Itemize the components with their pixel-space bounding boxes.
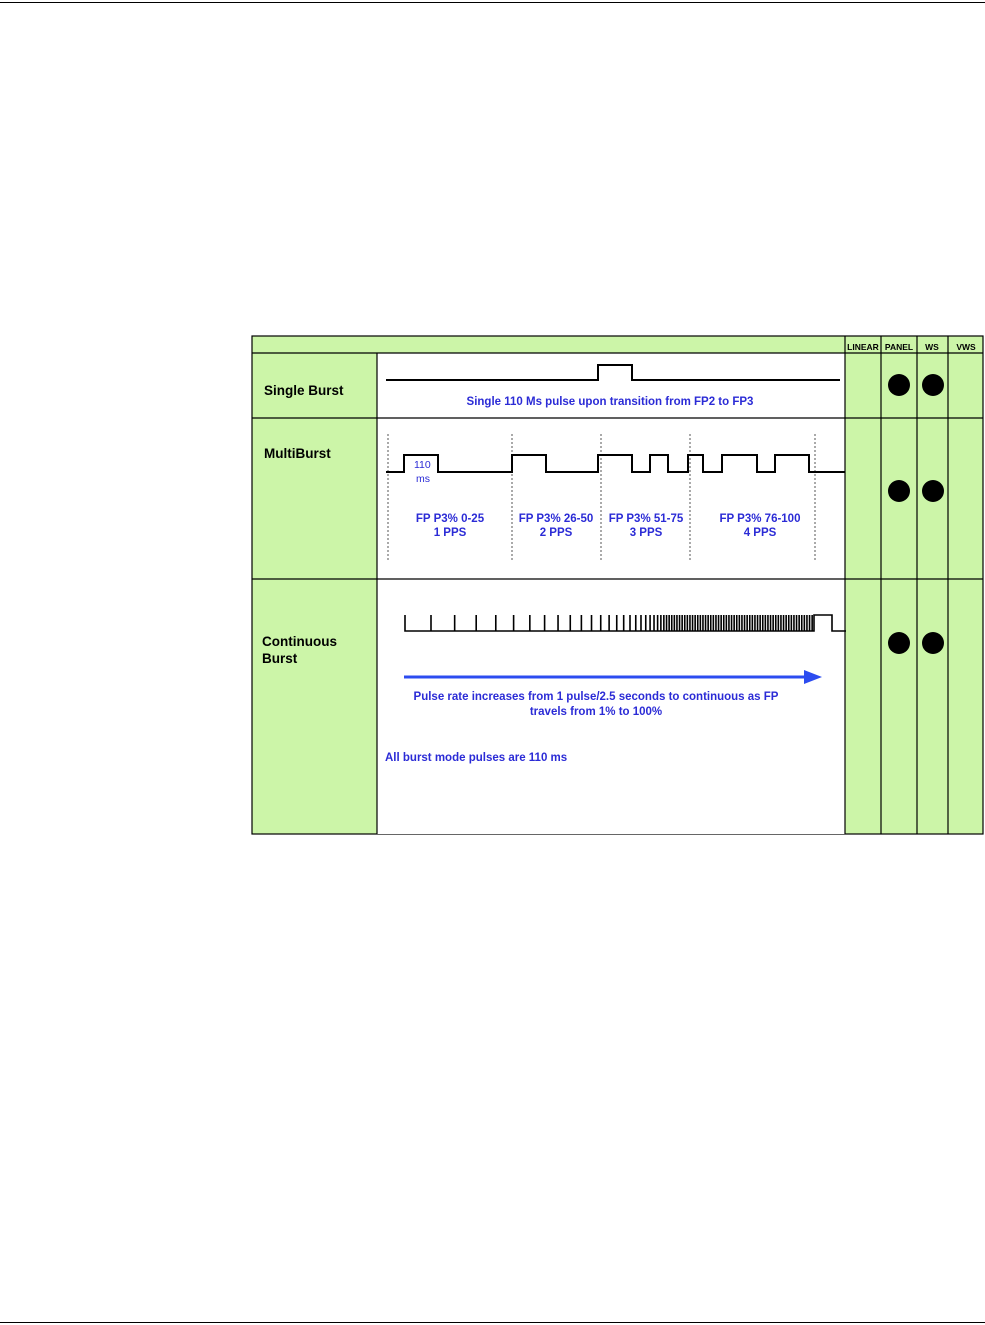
single-burst-annotation: Single 110 Ms pulse upon transition from FP2 to FP3 bbox=[466, 396, 754, 408]
arrow-text-line1: Pulse rate increases from 1 pulse/2.5 seconds to continuous as FP bbox=[413, 691, 779, 703]
dot-single-panel bbox=[888, 374, 910, 396]
segment-4-rate: 4 PPS bbox=[743, 527, 777, 539]
pulse-width-value: 110 bbox=[414, 459, 431, 471]
header-ws: WS bbox=[925, 342, 939, 352]
segment-3-range: FP P3% 51-75 bbox=[608, 513, 684, 525]
segment-1-range: FP P3% 0-25 bbox=[415, 513, 485, 525]
header-panel: PANEL bbox=[884, 342, 914, 352]
pulse-width-unit: ms bbox=[416, 473, 430, 485]
row-label-multiburst: MultiBurst bbox=[264, 446, 331, 461]
dot-single-ws bbox=[922, 374, 944, 396]
header-vws: VWS bbox=[956, 342, 976, 352]
segment-3-rate: 3 PPS bbox=[629, 527, 663, 539]
segment-4-range: FP P3% 76-100 bbox=[719, 513, 801, 525]
row-label-single-burst: Single Burst bbox=[264, 383, 344, 398]
row-label-continuous-line1: Continuous bbox=[262, 634, 337, 649]
dot-multi-panel bbox=[888, 480, 910, 502]
row-label-continuous-line2: Burst bbox=[262, 651, 298, 666]
segment-2-rate: 2 PPS bbox=[539, 527, 573, 539]
dot-multi-ws bbox=[922, 480, 944, 502]
burst-pulse-note: All burst mode pulses are 110 ms bbox=[385, 752, 568, 764]
segment-2-range: FP P3% 26-50 bbox=[518, 513, 594, 525]
dot-continuous-ws bbox=[922, 632, 944, 654]
segment-1-rate: 1 PPS bbox=[433, 527, 467, 539]
header-linear: LINEAR bbox=[847, 342, 879, 352]
dot-continuous-panel bbox=[888, 632, 910, 654]
arrow-text-line2: travels from 1% to 100% bbox=[529, 706, 663, 718]
